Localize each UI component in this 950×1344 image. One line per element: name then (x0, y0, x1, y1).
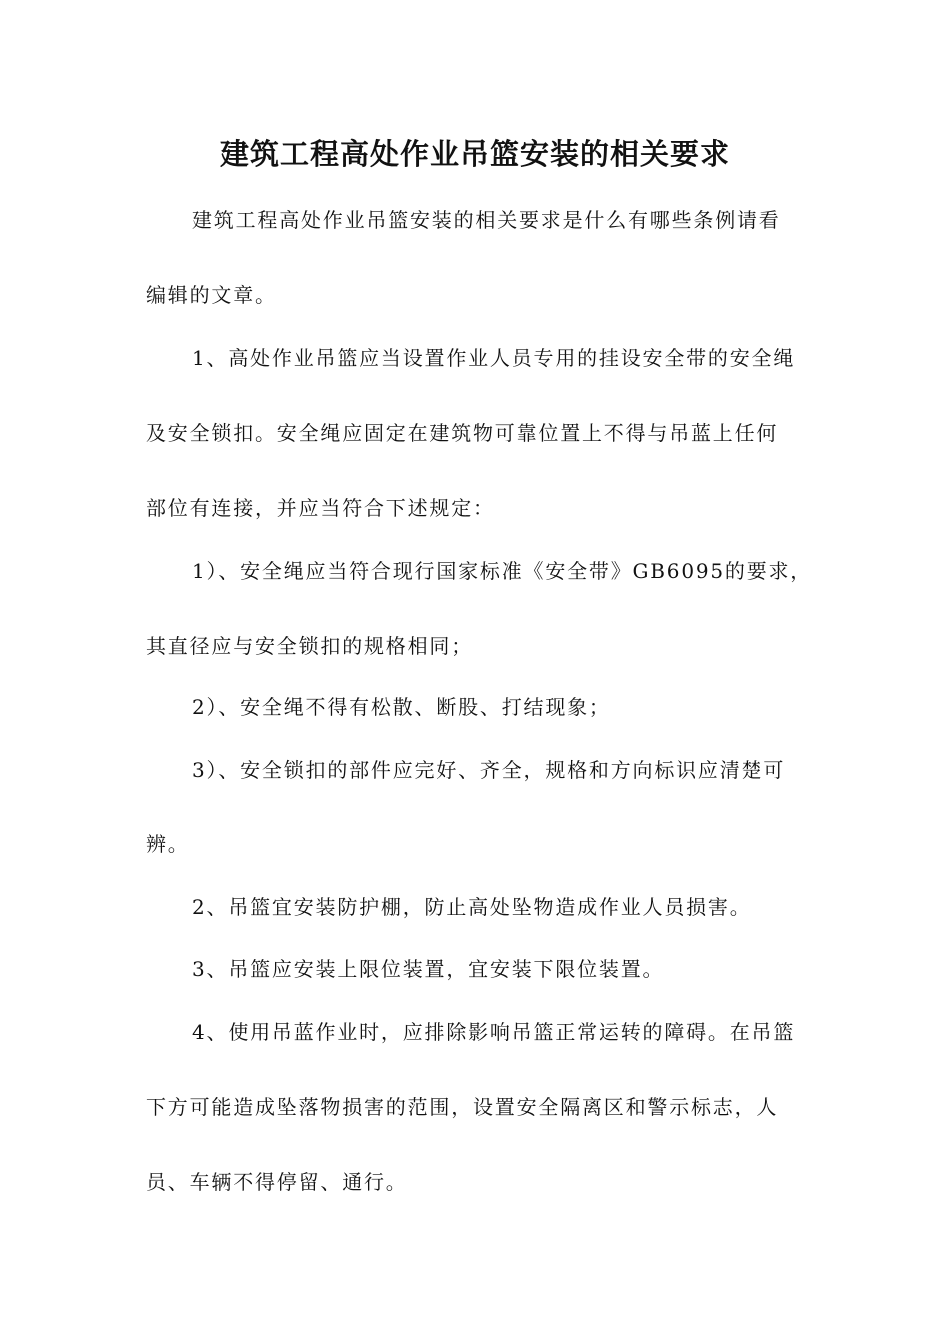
paragraph-line: 1、高处作业吊篮应当设置作业人员专用的挂设安全带的安全绳 (192, 346, 796, 370)
paragraph-line: 及安全锁扣。安全绳应固定在建筑物可靠位置上不得与吊蓝上任何 (146, 421, 779, 445)
paragraph-line: 下方可能造成坠落物损害的范围，设置安全隔离区和警示标志，人 (146, 1095, 779, 1119)
paragraph-line: 建筑工程高处作业吊篮安装的相关要求是什么有哪些条例请看 (192, 208, 781, 232)
paragraph-line: 1）、安全绳应当符合现行国家标准《安全带》GB6095的要求， (192, 559, 813, 583)
paragraph-line: 辨。 (146, 832, 190, 856)
paragraph-line: 部位有连接，并应当符合下述规定： (146, 496, 495, 520)
paragraph-line: 3、吊篮应安装上限位装置，宜安装下限位装置。 (192, 957, 665, 981)
paragraph-line: 编辑的文章。 (146, 283, 277, 307)
paragraph-line: 2）、安全绳不得有松散、断股、打结现象； (192, 695, 611, 719)
paragraph-line: 2、吊篮宜安装防护棚，防止高处坠物造成作业人员损害。 (192, 895, 752, 919)
document-title: 建筑工程高处作业吊篮安装的相关要求 (219, 137, 730, 171)
paragraph-line: 3）、安全锁扣的部件应完好、齐全，规格和方向标识应清楚可 (192, 758, 786, 782)
paragraph-line: 4、使用吊蓝作业时，应排除影响吊篮正常运转的障碍。在吊篮 (192, 1020, 796, 1044)
paragraph-line: 员、车辆不得停留、通行。 (146, 1170, 408, 1194)
paragraph-line: 其直径应与安全锁扣的规格相同； (146, 634, 473, 658)
